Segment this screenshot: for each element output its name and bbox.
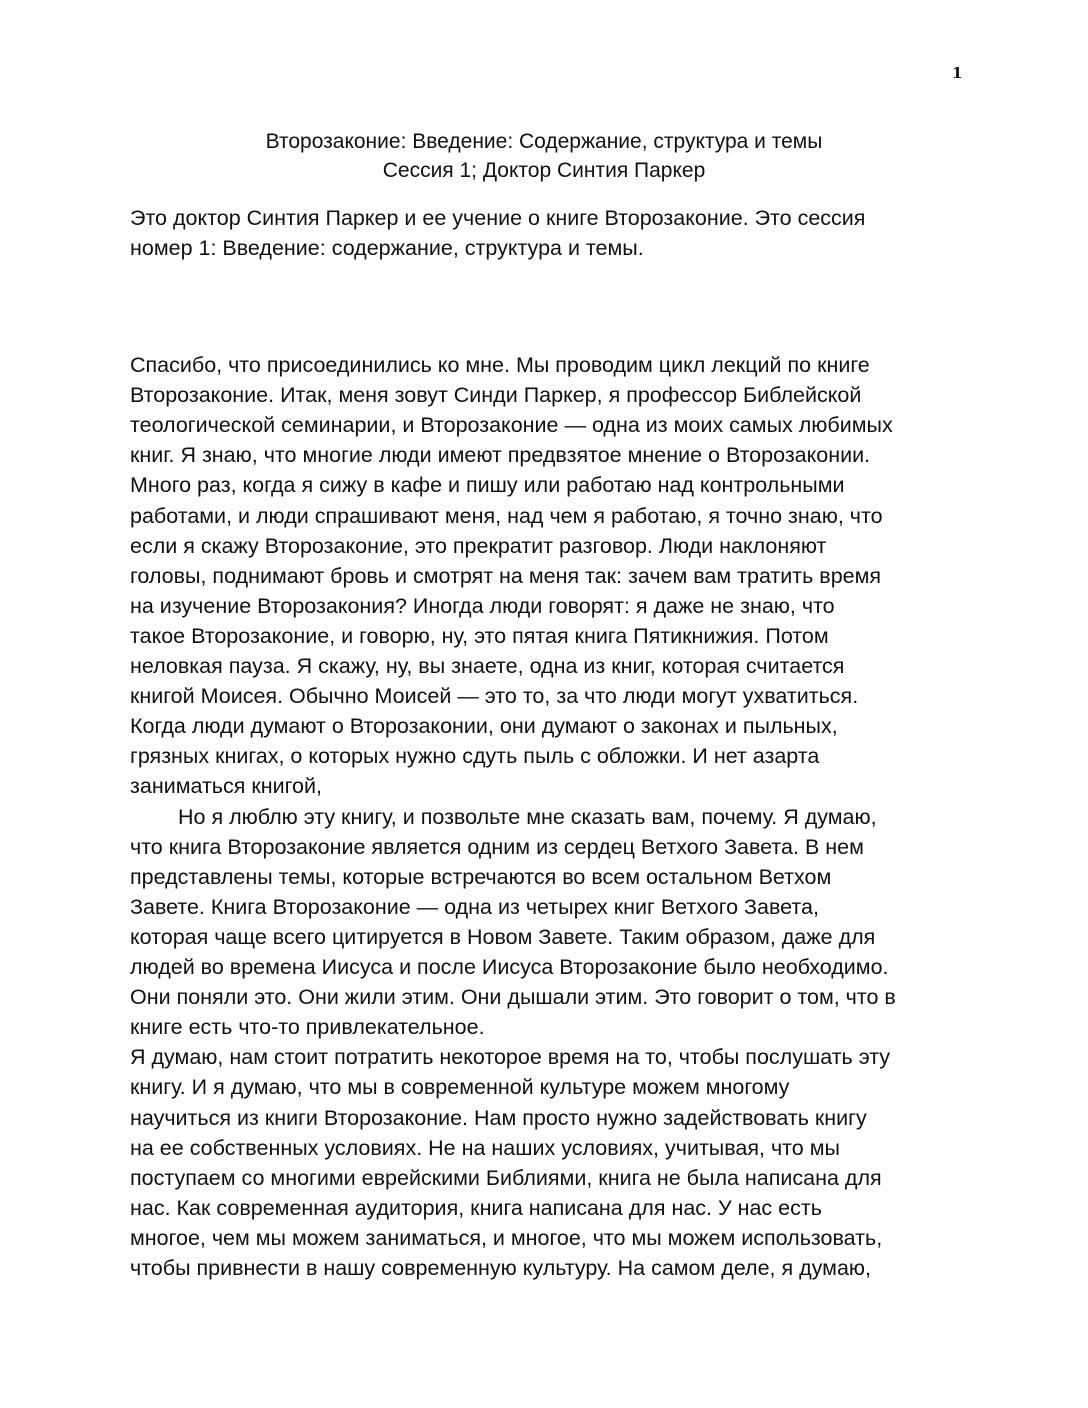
text-line: если я скажу Второзаконие, это прекратит разговор. Люди наклоняют (130, 533, 827, 558)
text-line: книг. Я знаю, что многие люди имеют предвзятое мнение о Второзаконии. (130, 443, 871, 468)
text-line: научиться из книги Второзаконие. Нам просто нужно задействовать книгу (130, 1105, 867, 1130)
page-number: 1 (952, 64, 963, 82)
text-line: что книга Второзаконие является одним из сердец Ветхого Завета. В нем (130, 834, 864, 859)
document-title: Второзаконие: Введение: Содержание, структура и темы (265, 130, 823, 153)
text-line: неловкая пауза. Я скажу, ну, вы знаете, одна из книг, которая считается (130, 654, 845, 678)
text-line: книге есть что-то привлекательное. (130, 1015, 485, 1040)
text-line: которая чаще всего цитируется в Новом Завете. Таким образом, даже для (130, 924, 876, 949)
text-line: головы, поднимают бровь и смотрят на меня так: зачем вам тратить время (130, 563, 882, 588)
text-line: людей во времена Иисуса и после Иисуса Второзаконие было необходимо. (130, 955, 889, 979)
text-line: Когда люди думают о Второзаконии, они думают о законах и пыльных, (130, 714, 838, 739)
text-line: теологической семинарии, и Второзаконие — одна из моих самых любимых (130, 413, 893, 438)
text-line: номер 1: Введение: содержание, структура и темы. (130, 236, 644, 260)
text-line: Много раз, когда я сижу в кафе и пишу или работаю над контрольными (130, 473, 845, 498)
text-line: поступаем со многими еврейскими Библиями, книга не была написана для (130, 1165, 882, 1190)
text-line: Это доктор Синтия Паркер и ее учение о книге Второзаконие. Это сессия (130, 206, 866, 230)
text-line: на ее собственных условиях. Не на наших условиях, учитывая, что мы (130, 1135, 840, 1160)
document-subtitle: Сессия 1; Доктор Синтия Паркер (382, 159, 706, 182)
text-line: работами, и люди спрашивают меня, над чем я работаю, я точно знаю, что (130, 503, 883, 528)
text-line: представлены темы, которые встречаются во всем остальном Ветхом (130, 864, 832, 889)
text-line: книгой Моисея. Обычно Моисей — это то, за что люди могут ухватиться. (130, 684, 859, 709)
text-line: на изучение Второзакония? Иногда люди говорят: я даже не знаю, что (130, 593, 835, 618)
text-line: книгу. И я думаю, что мы в современной культуре можем многому (130, 1075, 790, 1100)
text-line: нас. Как современная аудитория, книга написана для нас. У нас есть (130, 1195, 822, 1220)
text-line: многое, чем мы можем заниматься, и многое, что мы можем использовать, (130, 1225, 883, 1250)
text-line: грязных книгах, о которых нужно сдуть пыль с обложки. И нет азарта (130, 744, 820, 769)
text-line: Они поняли это. Они жили этим. Они дышали этим. Это говорит о том, что в (130, 985, 896, 1010)
text-line: Спасибо, что присоединились ко мне. Мы проводим цикл лекций по книге (130, 353, 870, 377)
text-line: чтобы привнести в нашу современную культуру. На самом деле, я думаю, (130, 1256, 872, 1280)
text-line: Второзаконие. Итак, меня зовут Синди Паркер, я профессор Библейской (130, 383, 862, 408)
text-line: Завете. Книга Второзаконие — одна из четырех книг Ветхого Завета, (130, 894, 819, 919)
text-line: Я думаю, нам стоит потратить некоторое время на то, чтобы послушать эту (130, 1045, 891, 1070)
text-line: заниматься книгой, (130, 774, 322, 799)
text-line: Но я люблю эту книгу, и позвольте мне сказать вам, почему. Я думаю, (178, 804, 877, 829)
text-line: такое Второзаконие, и говорю, ну, это пятая книга Пятикнижия. Потом (130, 623, 829, 648)
